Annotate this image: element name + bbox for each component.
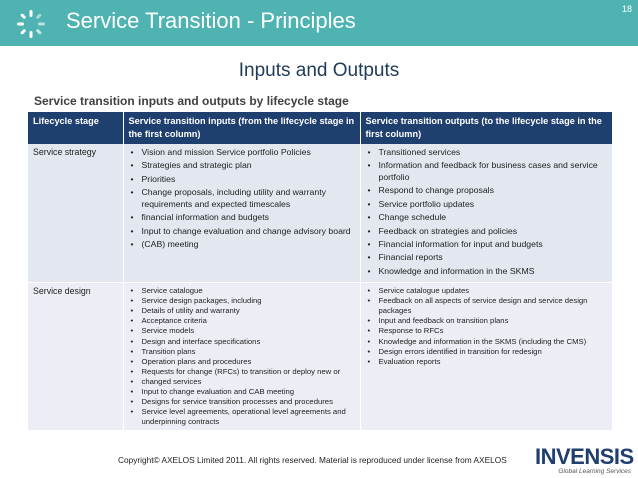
list-item: • Feedback on all aspects of service design and service design packages xyxy=(366,296,607,316)
list-item: • Knowledge and information in the SKMS xyxy=(366,266,607,278)
list-item: • Information and feedback for business cases and service portfolio xyxy=(366,160,607,183)
outputs-cell xyxy=(360,144,612,283)
column-header-stage: Lifecycle stage xyxy=(28,112,123,144)
list-item: • Knowledge and information in the SKMS (including the CMS) xyxy=(366,337,607,347)
outputs-list xyxy=(366,147,607,277)
outputs-cell xyxy=(360,283,612,431)
list-item: • Service models xyxy=(129,326,355,336)
list-item: • Designs for service transition processes and procedures xyxy=(129,397,355,407)
list-item: • Requests for change (RFCs) to transition or deploy new or xyxy=(129,367,355,377)
copyright-footer: Copyright© AXELOS Limited 2011. All rights reserved. Material is reproduced under license from AXELOS xyxy=(118,455,507,465)
list-item: • Response to RFCs xyxy=(366,326,607,336)
brand-tagline: Global Learning Services xyxy=(558,468,631,475)
column-header-inputs: Service transition inputs (from the lifecycle stage in the first column) xyxy=(123,112,360,144)
list-item: • Respond to change proposals xyxy=(366,185,607,197)
list-item: • changed services xyxy=(129,377,355,387)
loading-spinner-icon xyxy=(16,9,46,39)
page-number: 18 xyxy=(621,4,632,14)
list-item: • Operation plans and procedures xyxy=(129,357,355,367)
inputs-cell xyxy=(123,283,360,431)
list-item: • Details of utility and warranty xyxy=(129,306,355,316)
table-row xyxy=(28,144,612,283)
list-item: • Service design packages, including xyxy=(129,296,355,306)
list-item: • Change proposals, including utility and warranty requirements and expected timescales xyxy=(129,187,355,210)
list-item: • Financial information for input and budgets xyxy=(366,239,607,251)
list-item: • Design and interface specifications xyxy=(129,337,355,347)
lifecycle-io-table xyxy=(28,112,613,430)
list-item: • Service portfolio updates xyxy=(366,199,607,211)
list-item: • Acceptance criteria xyxy=(129,316,355,326)
list-item: • Vision and mission Service portfolio Policies xyxy=(129,147,355,159)
list-item: • Service catalogue updates xyxy=(366,286,607,296)
list-item: • (CAB) meeting xyxy=(129,239,355,251)
list-item: • financial information and budgets xyxy=(129,212,355,224)
list-item: • Service level agreements, operational level agreements and underpinning contracts xyxy=(129,407,355,427)
list-item: • Strategies and strategic plan xyxy=(129,160,355,172)
table-header-row xyxy=(28,112,612,144)
table-row xyxy=(28,283,612,431)
list-item: • Input to change evaluation and CAB meeting xyxy=(129,387,355,397)
list-item: • Service catalogue xyxy=(129,286,355,296)
slide-title: Service Transition - Principles xyxy=(66,8,356,33)
inputs-list xyxy=(129,147,355,251)
outputs-list xyxy=(366,286,607,367)
column-header-outputs: Service transition outputs (to the lifecycle stage in the first column) xyxy=(360,112,612,144)
list-item: • Priorities xyxy=(129,174,355,186)
inputs-list xyxy=(129,286,355,427)
lifecycle-stage-cell: Service strategy xyxy=(28,144,123,283)
list-item: • Evaluation reports xyxy=(366,357,607,367)
list-item: • Change schedule xyxy=(366,212,607,224)
inputs-cell xyxy=(123,144,360,283)
section-heading: Service transition inputs and outputs by lifecycle stage xyxy=(34,94,349,108)
list-item: • Feedback on strategies and policies xyxy=(366,226,607,238)
list-item: • Input to change evaluation and change advisory board xyxy=(129,226,355,238)
lifecycle-stage-cell: Service design xyxy=(28,283,123,431)
list-item: • Financial reports xyxy=(366,252,607,264)
invensis-logo xyxy=(535,444,634,476)
title-bar xyxy=(0,0,638,46)
list-item: • Input and feedback on transition plans xyxy=(366,316,607,326)
brand-name: INVENSIS xyxy=(535,444,634,469)
slide-subtitle: Inputs and Outputs xyxy=(238,60,400,81)
list-item: • Design errors identified in transition for redesign xyxy=(366,347,607,357)
list-item: • Transitioned services xyxy=(366,147,607,159)
list-item: • Transition plans xyxy=(129,347,355,357)
